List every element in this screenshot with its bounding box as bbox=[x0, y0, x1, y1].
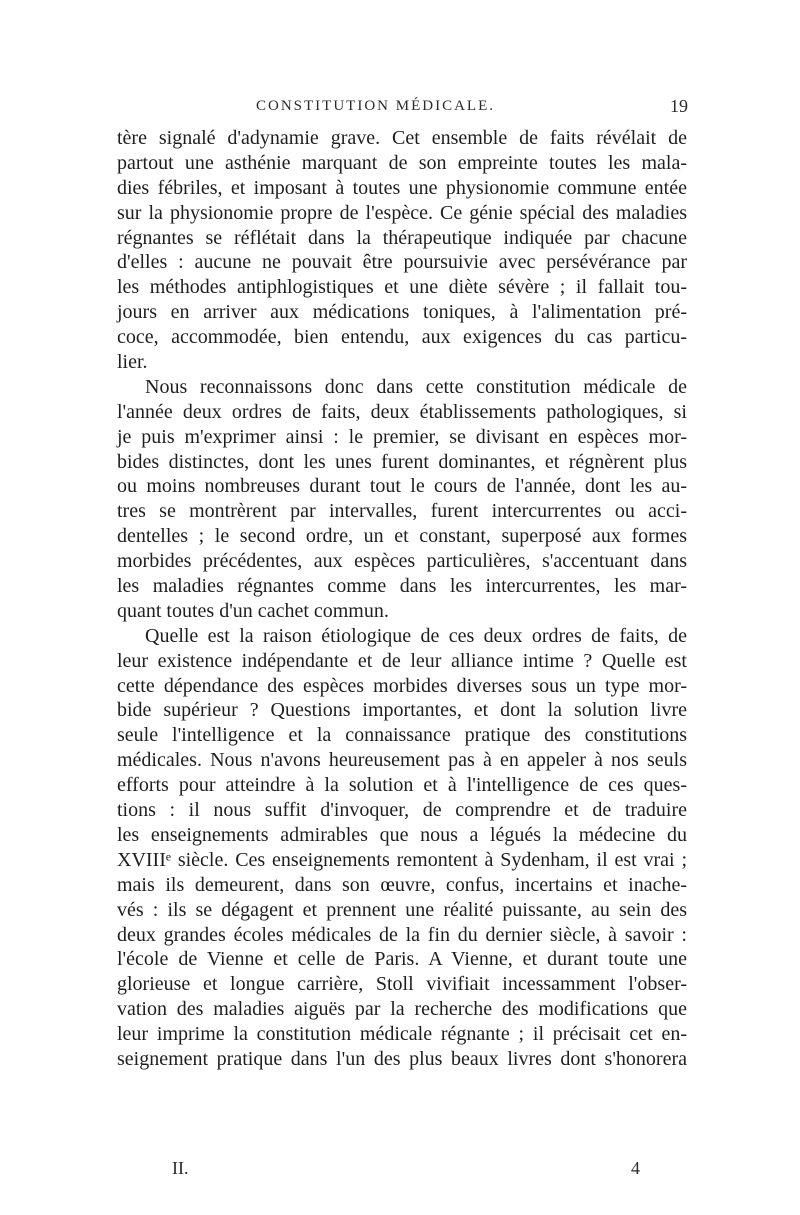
text-line: médicales. Nous n'avons heureusement pas à en appeler à nos seuls bbox=[117, 749, 687, 772]
text-line: vation des maladies aiguës par la recherche des modifications que bbox=[117, 998, 687, 1021]
running-head bbox=[0, 98, 800, 122]
text-line: bides distinctes, dont les unes furent dominantes, et régnèrent plus bbox=[117, 450, 687, 473]
text-line: glorieuse et longue carrière, Stoll vivifiait incessamment l'obser- bbox=[117, 973, 687, 996]
text-line: dies fébriles, et imposant à toutes une physionomie commune entée bbox=[117, 176, 687, 199]
text-line: dentelles ; le second ordre, un et constant, superposé aux formes bbox=[117, 525, 687, 548]
text-line: bide supérieur ? Questions importantes, et dont la solution livre bbox=[117, 699, 687, 722]
text-line: les méthodes antiphlogistiques et une diète sévère ; il fallait tou- bbox=[117, 276, 687, 299]
text-line: morbides précédentes, aux espèces particulières, s'accentuant dans bbox=[117, 550, 687, 573]
text-line: sur la physionomie propre de l'espèce. Ce génie spécial des maladies bbox=[117, 201, 687, 224]
text-line: efforts pour atteindre à la solution et à l'intelligence de ces ques- bbox=[117, 774, 687, 797]
text-line: d'elles : aucune ne pouvait être poursuivie avec persévérance par bbox=[117, 251, 687, 274]
text-line: Quelle est la raison étiologique de ces deux ordres de faits, de bbox=[145, 624, 687, 647]
text-line: cette dépendance des espèces morbides diverses sous un type mor- bbox=[117, 674, 687, 697]
gathering-mark: 4 bbox=[631, 1158, 640, 1178]
text-line: je puis m'exprimer ainsi : le premier, se divisant en espèces mor- bbox=[117, 425, 687, 448]
page-footer bbox=[0, 1158, 800, 1182]
running-title: CONSTITUTION MÉDICALE. bbox=[256, 98, 495, 114]
text-line: les maladies régnantes comme dans les intercurrentes, les mar- bbox=[117, 575, 687, 598]
text-line: quant toutes d'un cachet commun. bbox=[117, 599, 389, 622]
body-text bbox=[117, 126, 687, 1072]
text-line: XVIIIᵉ siècle. Ces enseignements remontent à Sydenham, il est vrai ; bbox=[117, 848, 687, 871]
page-number: 19 bbox=[670, 96, 688, 116]
text-line: seignement pratique dans l'un des plus beaux livres dont s'honorera bbox=[117, 1047, 687, 1070]
text-line: régnantes se réflétait dans la thérapeutique indiquée par chacune bbox=[117, 226, 687, 249]
text-line: partout une asthénie marquant de son empreinte toutes les mala- bbox=[117, 151, 687, 174]
text-line: deux grandes écoles médicales de la fin du dernier siècle, à savoir : bbox=[117, 923, 687, 946]
text-line: les enseignements admirables que nous a légués la médecine du bbox=[117, 823, 687, 846]
text-line: tions : il nous suffit d'invoquer, de comprendre et de traduire bbox=[117, 799, 687, 822]
text-line: tres se montrèrent par intervalles, furent intercurrentes ou acci- bbox=[117, 500, 687, 523]
text-line: jours en arriver aux médications toniques, à l'alimentation pré- bbox=[117, 301, 687, 324]
text-line: leur imprime la constitution médicale régnante ; il précisait cet en- bbox=[117, 1023, 687, 1046]
text-line: Nous reconnaissons donc dans cette constitution médicale de bbox=[145, 375, 687, 398]
text-line: l'école de Vienne et celle de Paris. A Vienne, et durant toute une bbox=[117, 948, 687, 971]
text-line: lier. bbox=[117, 351, 148, 374]
signature-mark: II. bbox=[172, 1158, 189, 1178]
text-line: leur existence indépendante et de leur alliance intime ? Quelle est bbox=[117, 649, 687, 672]
text-line: ou moins nombreuses durant tout le cours de l'année, dont les au- bbox=[117, 475, 687, 498]
text-line: coce, accommodée, bien entendu, aux exigences du cas particu- bbox=[117, 326, 687, 349]
text-line: l'année deux ordres de faits, deux établissements pathologiques, si bbox=[117, 400, 687, 423]
text-line: tère signalé d'adynamie grave. Cet ensemble de faits révélait de bbox=[117, 127, 687, 149]
text-line: vés : ils se dégagent et prennent une réalité puissante, au sein des bbox=[117, 898, 687, 921]
text-line: seule l'intelligence et la connaissance pratique des constitutions bbox=[117, 724, 687, 747]
text-line: mais ils demeurent, dans son œuvre, confus, incertains et inache- bbox=[117, 873, 687, 896]
